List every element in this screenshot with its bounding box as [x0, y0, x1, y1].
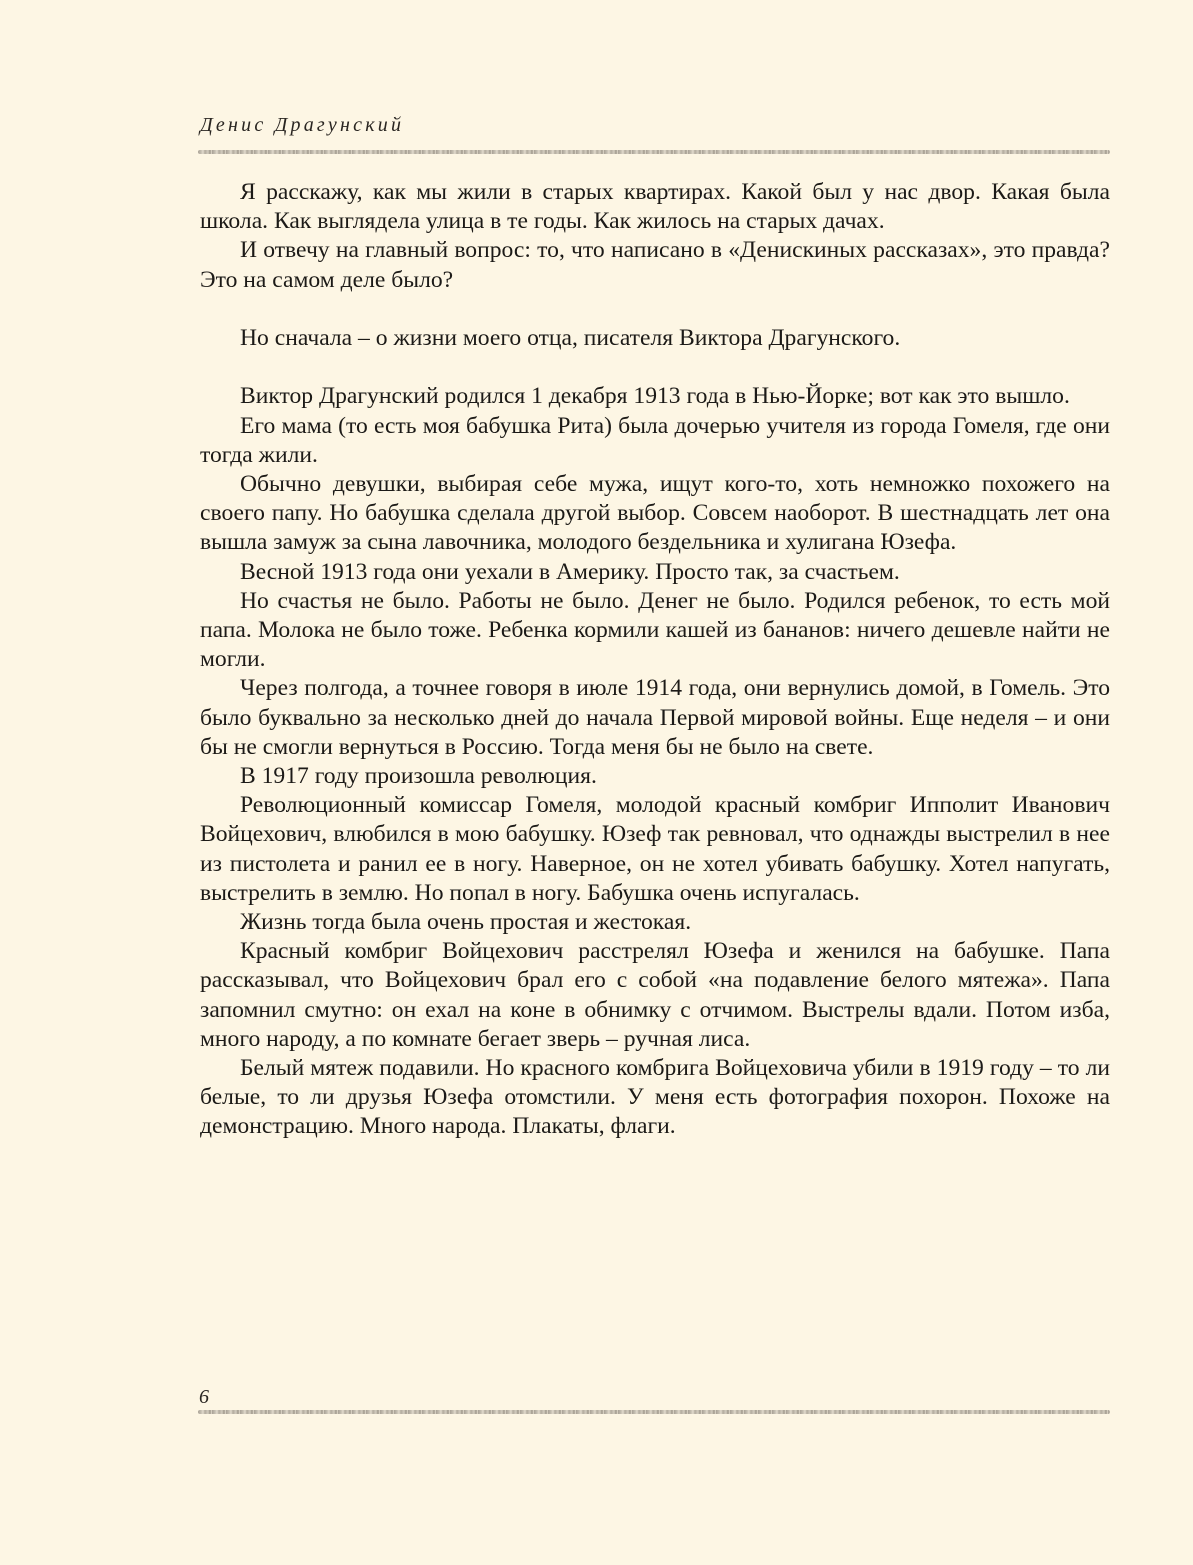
- paragraph: Но сначала – о жизни моего отца, писателя Виктора Драгунского.: [240, 325, 901, 351]
- paragraph: Революционный комиссар Гомеля, молодой красный комбриг Ипполит Иванович Войцехович, влюбился в мою бабушку. Юзеф так ревновал, что однажды выстрелил в нее из пистолета и ранил ее в ногу. Наверное, он не хотел убивать бабушку. Хотел напугать, выстрелить в землю. Но попал в ногу. Бабушка очень испугалась.: [200, 792, 1110, 906]
- paragraph: Весной 1913 года они уехали в Америку. Просто так, за счастьем.: [240, 558, 900, 585]
- section-gap: [200, 295, 1110, 324]
- paragraph: И отвечу на главный вопрос: то, что написано в «Денискиных рассказах», это правда? Это на самом деле было?: [200, 237, 1110, 293]
- paragraph: Красный комбриг Войцехович расстрелял Юзефа и женился на бабушке. Папа рассказывал, что Войцехович брал его с собой «на подавление белого мятежа». Папа запомнил смутно: он ехал на коне в обнимку с отчимом. Выстрелы вдали. Потом изба, много народу, а по комнате бегает зверь – ручная лиса.: [200, 938, 1110, 1052]
- section-gap: [200, 353, 1110, 382]
- body-text: [200, 178, 1110, 1142]
- paragraph: Через полгода, а точнее говоря в июле 1914 года, они вернулись домой, в Гомель. Это было буквально за несколько дней до начала Первой мировой войны. Еще неделя – и они бы не смогли вернуться в Россию. Тогда меня бы не было на свете.: [200, 675, 1110, 760]
- paragraph: Белый мятеж подавили. Но красного комбрига Войцеховича убили в 1919 году – то ли белые, то ли друзья Юзефа отомстили. У меня есть фотография похорон. Похоже на демонстрацию. Много народа. Плакаты, флаги.: [200, 1055, 1110, 1140]
- header-divider: [198, 150, 1110, 154]
- paragraph: В 1917 году произошла революция.: [240, 763, 597, 790]
- paragraph: Но счастья не было. Работы не было. Денег не было. Родился ребенок, то есть мой папа. Молока не было тоже. Ребенка кормили кашей из бананов: ничего дешевле найти не могли.: [200, 587, 1110, 673]
- paragraph: Обычно девушки, выбирая себе мужа, ищут кого-то, хоть немножко похожего на своего папу. Но бабушка сделала другой выбор. Совсем наоборот. В шестнадцать лет она вышла замуж за сына лавочника, молодого бездельника и хулигана Юзефа.: [200, 471, 1110, 556]
- paragraph: Виктор Драгунский родился 1 декабря 1913 года в Нью-Йорке; вот как это вышло.: [240, 383, 1070, 410]
- paragraph: Его мама (то есть моя бабушка Рита) была дочерью учителя из города Гомеля, где они тогда жили.: [200, 412, 1110, 468]
- footer-divider: [198, 1410, 1110, 1414]
- running-head-author: Денис Драгунский: [200, 114, 405, 136]
- paragraph: Я расскажу, как мы жили в старых квартирах. Какой был у нас двор. Какая была школа. Как выглядела улица в те годы. Как жилось на старых дачах.: [200, 179, 1110, 235]
- page-number: 6: [199, 1386, 209, 1408]
- paragraph: Жизнь тогда была очень простая и жестокая.: [240, 909, 692, 936]
